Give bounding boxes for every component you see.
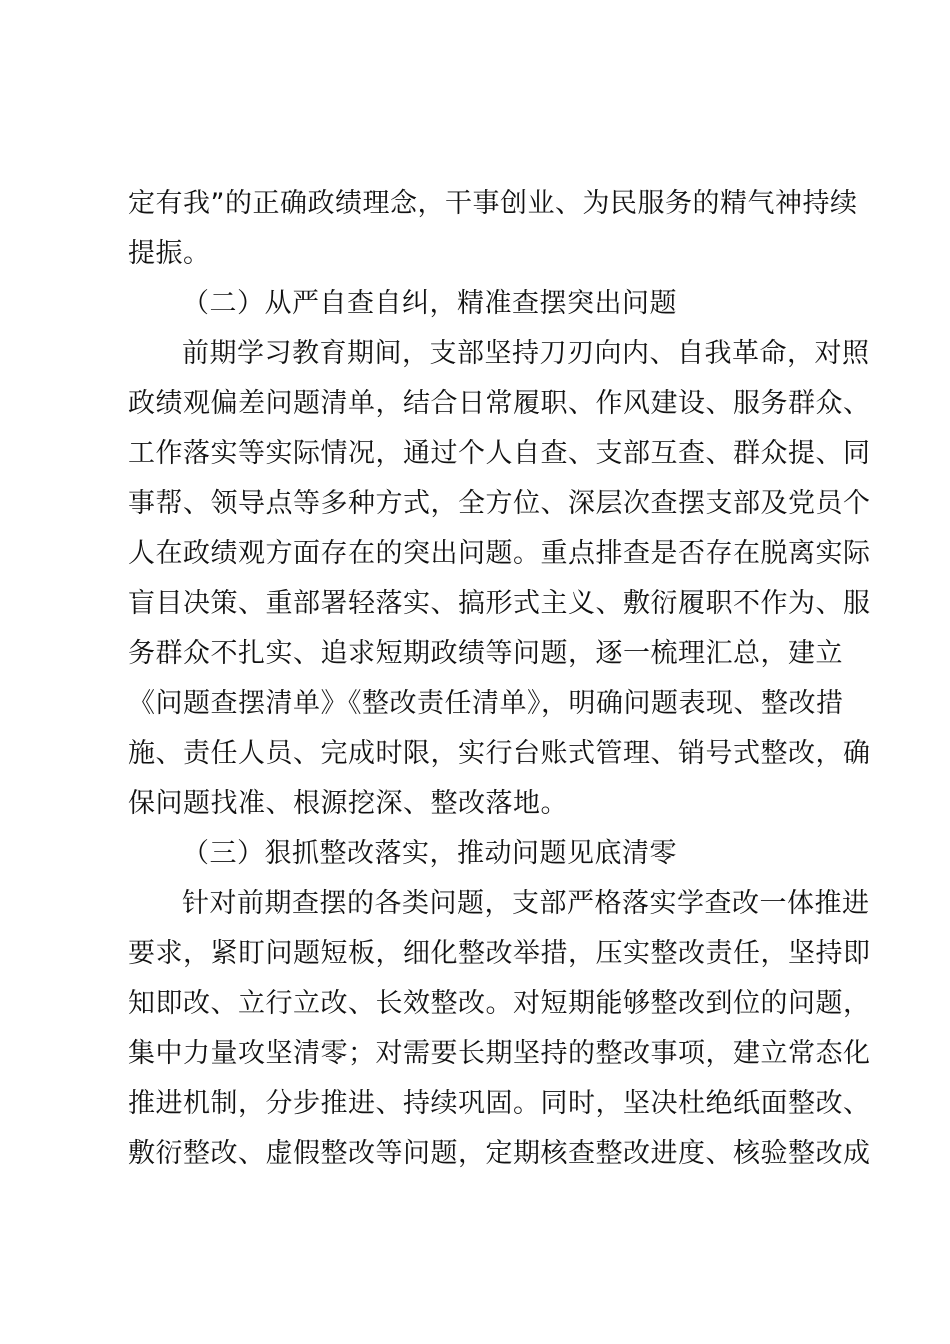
section-heading: （三）狠抓整改落实，推动问题见底清零 — [182, 838, 677, 869]
body-text-line: 提振。 — [128, 238, 211, 269]
paragraph-start-line: 针对前期查摆的各类问题，支部严格落实学查改一体推进 — [182, 888, 870, 919]
body-text-line: 务群众不扎实、追求短期政绩等问题，逐一梳理汇总，建立 — [128, 638, 843, 669]
paragraph-start-line: 前期学习教育期间，支部坚持刀刃向内、自我革命，对照 — [182, 338, 870, 369]
body-text-line: 敷衍整改、虚假整改等问题，定期核查整改进度、核验整改成 — [128, 1138, 871, 1169]
body-text-line: 事帮、领导点等多种方式，全方位、深层次查摆支部及党员个 — [128, 488, 871, 519]
body-text-line: 保问题找准、根源挖深、整改落地。 — [128, 788, 568, 819]
body-text-line: 《问题查摆清单》《整改责任清单》，明确问题表现、整改措 — [128, 688, 844, 719]
body-text-line: 政绩观偏差问题清单，结合日常履职、作风建设、服务群众、 — [128, 388, 871, 419]
body-text-line: 推进机制，分步推进、持续巩固。同时，坚决杜绝纸面整改、 — [128, 1088, 871, 1119]
body-text-line: 定有我”的正确政绩理念，干事创业、为民服务的精气神持续 — [128, 188, 858, 219]
body-text-line: 集中力量攻坚清零；对需要长期坚持的整改事项，建立常态化 — [128, 1038, 871, 1069]
section-heading: （二）从严自查自纠，精准查摆突出问题 — [182, 288, 677, 319]
body-text-line: 人在政绩观方面存在的突出问题。重点排查是否存在脱离实际 — [128, 538, 871, 569]
body-text-line: 盲目决策、重部署轻落实、搞形式主义、敷衍履职不作为、服 — [128, 588, 871, 619]
body-text-line: 工作落实等实际情况，通过个人自查、支部互查、群众提、同 — [128, 438, 871, 469]
body-text-line: 知即改、立行立改、长效整改。对短期能够整改到位的问题， — [128, 988, 871, 1019]
body-text-line: 施、责任人员、完成时限，实行台账式管理、销号式整改，确 — [128, 738, 871, 769]
body-text-line: 要求，紧盯问题短板，细化整改举措，压实整改责任，坚持即 — [128, 938, 871, 969]
